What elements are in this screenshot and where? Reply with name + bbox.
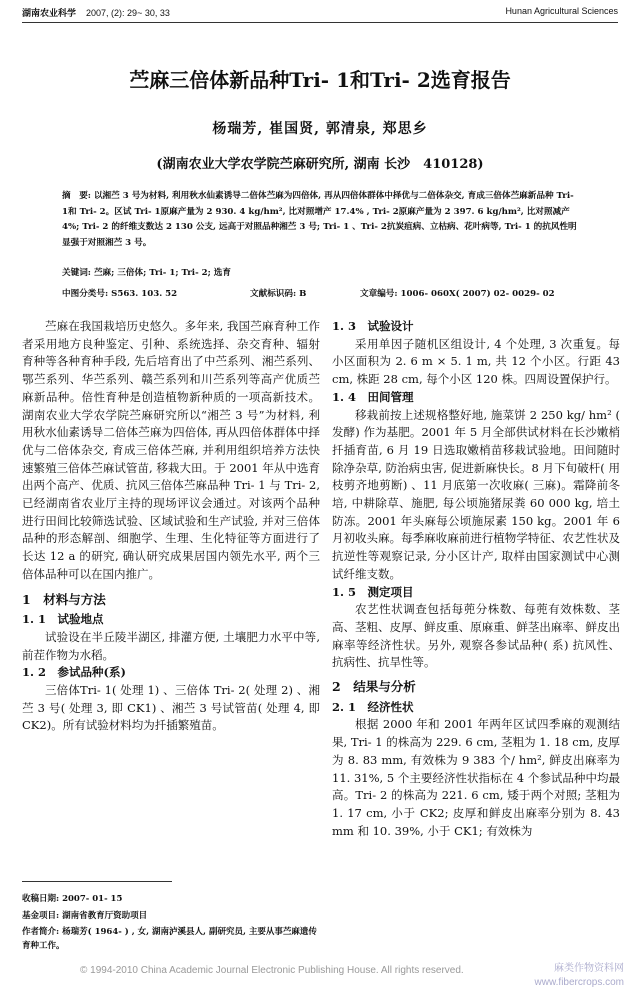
affiliation: (湖南农业大学农学院苎麻研究所, 湖南 长沙 410128) [156,157,484,172]
subsection-heading: 1. 4 田间管理 [332,389,414,404]
footnote [22,891,320,953]
author-bio: 作者简介: 杨瑞芳( 1964- ) , 女, 湖南泸溪县人, 副研究员, 主要从事苎麻遗传育种工作。 [22,927,317,951]
fund-info: 基金项目: 湖南省教育厅资助项目 [22,911,148,921]
paper-title: 苎麻三倍体新品种Tri- 1和Tri- 2选育报告 [129,68,511,92]
document-code: 文献标识码: B [250,289,307,299]
paragraph: 采用单因子随机区组设计, 4 个处理, 3 次重复。每小区面积为 2. 6 m × 5. 1 m, 共 12 个小区。行距 43 cm, 株距 28 cm, 每个小区 120 株。四周设置保护行。 [332,336,620,387]
section-heading: 1 材料与方法 [22,591,106,607]
paragraph: 移栽前按上述规格整好地, 施菜饼 2 250 kg/ hm² ( 发酵) 作为基肥。2001 年 5 月全部供试材料在长沙嫩梢扦插育苗, 6 月 19 日选取嫩梢苗移栽试验地。田间随时除净杂草, 防治病虫害, 促进新麻快长。8 月下旬破杆( 用枝剪齐地剪断) 、11 月底第一次收麻( 三麻)。霜降前冬培, 中耕除草、施肥, 每公顷施猪尿粪 60 000 kg, 培土防冻。2001 年头麻每公顷施尿素 150 kg。2001 年 6 月初收头麻。每季麻收麻前进行植物学特征、农艺性状及抗逆性等观察记录, 分小区计产, 取样由国家测试中心测试纤维支数。 [332,407,620,581]
author-list: 杨瑞芳, 崔国贤, 郭清泉, 郑思乡 [212,121,428,137]
subsection-heading: 1. 1 试验地点 [22,612,104,627]
subsection-heading: 2. 1 经济性状 [332,699,414,714]
header-rule [22,22,618,23]
running-header [22,6,618,20]
subsection-heading: 1. 2 参试品种(系) [22,665,126,680]
abstract: 摘 要: 以湘苎 3 号为材料, 利用秋水仙素诱导二倍体苎麻为四倍体, 再从四倍体群体中择优与二倍体杂交, 育成三倍体苎麻新品种 Tri- 1和 Tri- 2。区试 Tri- 1原麻产量为 2 930. 4 kg/hm², 比对照增产 17.4% , Tri- 2原麻产量为 2 397. 6 kg/hm², 比对照减产 4%; Tri- 2 的纤维支数达 2 130 公支, 远高于对照品种湘苎 3 号; Tri- 1 、Tri- 2抗炭疽病、立枯病、花叶病等, Tri- 1 的抗风性明显强于对照湘苎 3 号。 [62,191,577,248]
section-heading: 2 结果与分析 [332,679,416,695]
paragraph: 根据 2000 年和 2001 年两年区试四季麻的观测结果, Tri- 1 的株高为 229. 6 cm, 茎粗为 1. 18 cm, 皮厚为 8. 83 mm, 有效株为 9 383 个/ hm², 鲜皮出麻率为 11. 31%, 5 个主要经济性状指标在 4 个参试品种中均最高。Tri- 2 的株高为 221. 6 cm, 矮于两个对照; 茎粗为 1. 17 cm, 小于 CK2; 皮厚和鲜皮出麻率分别为 8. 43 mm 和 10. 39%, 小于 CK1; 有效株为 [332,717,620,838]
subsection-heading: 1. 5 测定项目 [332,584,414,599]
footnote-rule [22,881,172,882]
intro-paragraph: 苎麻在我国栽培历史悠久。多年来, 我国苎麻育种工作者采用地方良种鉴定、引种、系统选择、杂交育种、辐射育种等各种育种手段, 先后培育出了中苎系列、湘苎系列、鄂苎系列、华苎系列、赣苎系列和川苎系列等高产优质苎麻新品种。倍性育种是创造植物新种质的一项高新技术。湖南农业大学农学院苎麻研究所以“湘苎 3 号”为材料, 利用秋水仙素诱导二倍体苎麻为四倍体, 再从四倍体群体中择优与二倍体杂交, 育成三倍体苎麻, 并利用组织培养方法快速繁殖三倍体苎麻试管苗, 移栽大田。于 2001 年从中选育出两个高产、优质、抗风三倍体苎麻品种 Tri- 1 与 Tri- 2, 已经湖南省农业厅主持的现场评议会通过。对该两个品种进行田间比较筛选试验、区域试验和生产试验, 并对三倍体品种的形态解剖、细胞学、生理、生化特征等方面进行了长达 12 a 的研究, 确认研究成果居国内领先水平, 两个三倍体品种可以在国内推广。 [22,319,320,581]
subsection-heading: 1. 3 试验设计 [332,319,414,333]
paragraph: 三倍体Tri- 1( 处理 1) 、三倍体 Tri- 2( 处理 2) 、湘苎 3 号( 处理 3, 即 CK1) 、湘苎 3 号试管苗( 处理 4, 即 CK2)。所有试验材料均为扦插繁殖苗。 [22,683,320,733]
paragraph: 农艺性状调查包括每蔸分株数、每蔸有效株数、茎高、茎粗、皮厚、鲜皮重、原麻重、鲜茎出麻率、鲜皮出麻率等经济性状。另外, 观察各参试品种( 系) 抗风性、抗病性、抗旱性等。 [332,602,620,670]
paragraph: 试验设在半丘陵半湖区, 排灌方便, 土壤肥力水平中等, 前茬作物为水稻。 [22,629,320,662]
right-column [332,318,620,840]
article-number: 文章编号: 1006- 060X( 2007) 02- 0029- 02 [360,289,555,299]
clc-number: 中图分类号: S563. 103. 52 [62,289,178,299]
watermark: 麻类作物资料网 www.fibercrops.com [534,963,624,988]
journal-issue: 湖南农业科学 2007, (2): 29~ 30, 33 [22,8,170,18]
keywords: 关键词: 苎麻; 三倍体; Tri- 1; Tri- 2; 选育 [62,268,231,278]
received-date: 收稿日期: 2007- 01- 15 [22,894,123,904]
copyright-notice: © 1994-2010 China Academic Journal Electronic Publishing House. All rights reserved. [80,965,464,976]
left-column [22,318,320,735]
journal-name-en: Hunan Agricultural Sciences [505,6,618,16]
